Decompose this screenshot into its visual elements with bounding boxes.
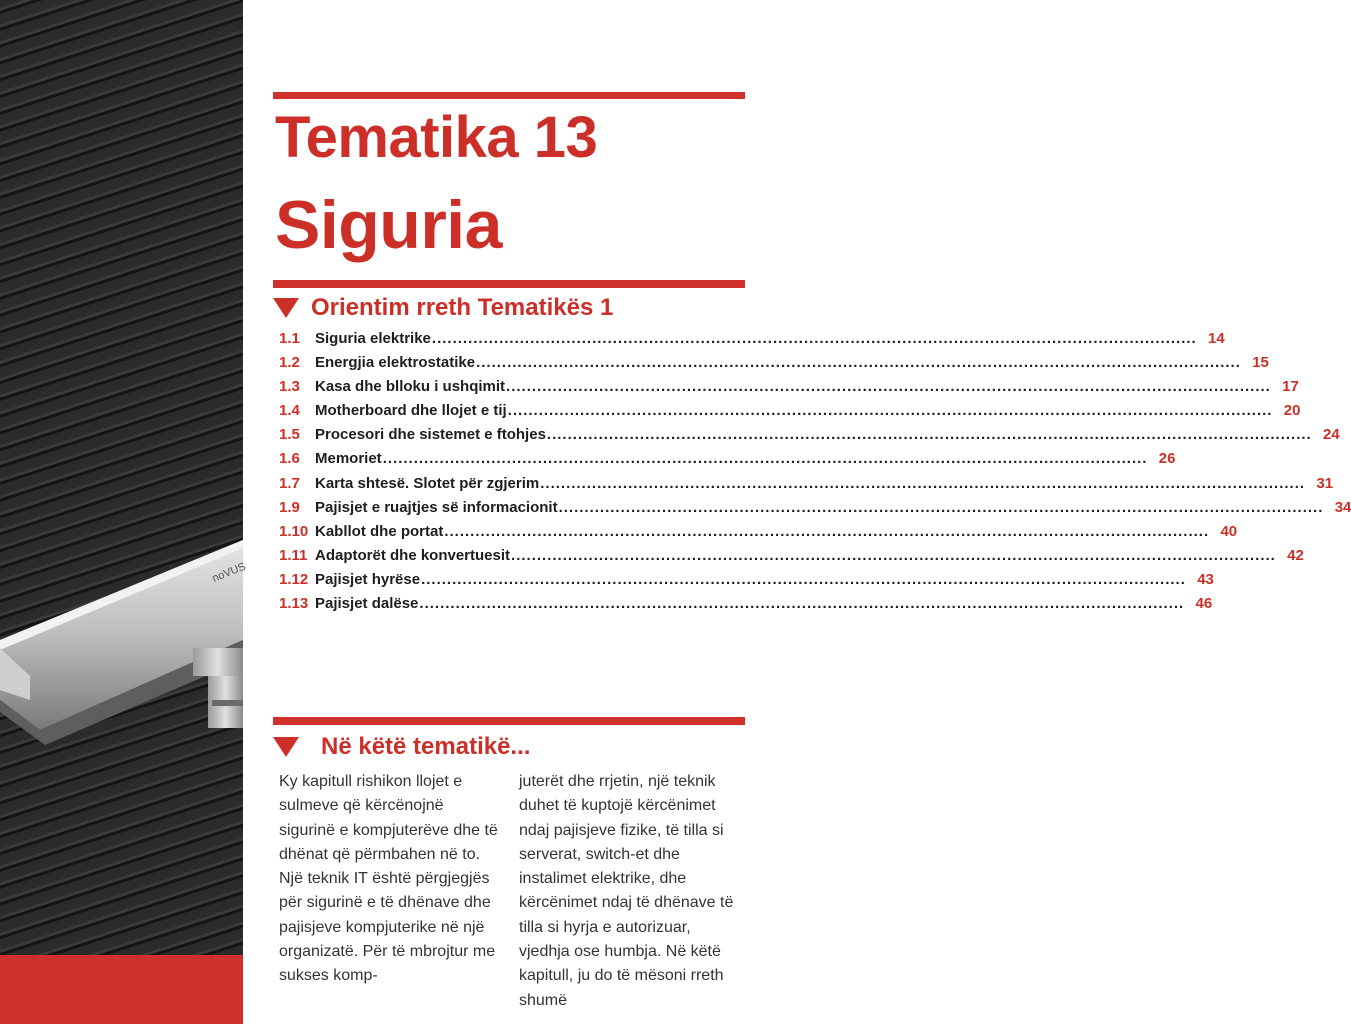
toc-item-page: 43 bbox=[1197, 570, 1214, 588]
toc-item-title: Pajisjet e ruajtjes së informacionit bbox=[315, 498, 558, 516]
toc-leader-dots bbox=[508, 402, 1273, 419]
chapter-label: Tematika 13 bbox=[275, 105, 598, 170]
toc-leader-dots bbox=[506, 378, 1271, 395]
cover-photo-security-camera bbox=[0, 0, 248, 955]
toc-item-number: 1.10 bbox=[279, 522, 309, 540]
intro-column-2 bbox=[519, 770, 743, 1013]
toc-item[interactable] bbox=[279, 570, 1214, 595]
chapter-title: Siguria bbox=[275, 187, 502, 263]
intro-heading bbox=[273, 731, 530, 763]
intro-paragraph-1: Ky kapitull rishikon llojet e sulmeve që kërcënojnë sigurinë e kompjuterëve dhe të dhënat që përmbahen në to. Një teknik IT është përgjegjës për sigurinë e të dhënave dhe pajisjeve kompjuterike në një organizatë. Për të mbrojtur me sukses komp- bbox=[279, 773, 498, 985]
toc-item-title: Procesori dhe sistemet e ftohjes bbox=[315, 426, 546, 444]
toc-item-page: 20 bbox=[1283, 402, 1301, 420]
toc-leader-dots bbox=[559, 499, 1324, 516]
toc-item-number: 1.9 bbox=[279, 498, 300, 516]
toc-item-page: 40 bbox=[1220, 522, 1238, 540]
toc-leader-dots bbox=[432, 330, 1197, 347]
toc-item-number: 1.12 bbox=[279, 570, 309, 588]
toc-item[interactable] bbox=[279, 595, 1213, 619]
toc-item-number: 1.13 bbox=[279, 595, 309, 613]
toc-item[interactable] bbox=[279, 474, 1334, 499]
toc-item-title: Kabllot dhe portat bbox=[315, 522, 444, 540]
toc-item-page: 26 bbox=[1158, 450, 1176, 468]
toc-leader-dots bbox=[421, 571, 1186, 588]
toc-item-title: Motherboard dhe llojet e tij bbox=[315, 402, 507, 420]
intro-column-1 bbox=[279, 770, 503, 989]
toc-item-number: 1.3 bbox=[279, 378, 300, 396]
toc-item-page: 14 bbox=[1208, 330, 1225, 347]
toc-item-title: Memoriet bbox=[315, 450, 382, 468]
triangle-down-icon bbox=[273, 737, 299, 757]
toc-item[interactable] bbox=[279, 450, 1176, 474]
toc-item[interactable] bbox=[279, 498, 1351, 523]
toc-item-title: Energjia elektrostatike bbox=[315, 354, 476, 372]
toc-item-page: 31 bbox=[1316, 474, 1334, 492]
intro-paragraph-2: juterët dhe rrjetin, një teknik duhet të kuptojë kërcënimet ndaj pajisjeve fizike, të tilla si serverat, switch-et dhe instalimet elektrike, dhe kërcënimet ndaj të dhënave të tilla si hyrja e autorizuar, vjedhja ose humbja. Në këtë kapitull, ju do të mësoni rreth shumë bbox=[519, 773, 734, 1009]
toc-item-title: Siguria elektrike bbox=[315, 330, 431, 347]
toc-item-title: Kasa dhe blloku i ushqimit bbox=[315, 378, 506, 396]
toc-leader-dots bbox=[547, 426, 1312, 443]
toc-heading-text: Orientim rreth Tematikës 1 bbox=[311, 294, 614, 321]
toc-item[interactable] bbox=[279, 402, 1301, 426]
toc-item-page: 34 bbox=[1334, 498, 1351, 516]
toc-item-title: Pajisjet dalëse bbox=[315, 595, 419, 613]
toc-item-number: 1.4 bbox=[279, 402, 300, 420]
toc-leader-dots bbox=[383, 450, 1148, 467]
toc-item[interactable] bbox=[279, 378, 1299, 402]
toc-item-page: 17 bbox=[1282, 378, 1299, 396]
toc-heading bbox=[273, 293, 613, 323]
toc-item-page: 46 bbox=[1195, 595, 1213, 613]
toc-item-page: 42 bbox=[1287, 546, 1304, 564]
triangle-down-icon bbox=[273, 298, 299, 318]
toc-item-number: 1.11 bbox=[279, 546, 308, 564]
security-camera-illustration bbox=[0, 0, 248, 955]
toc-leader-dots bbox=[540, 475, 1305, 492]
toc-item[interactable] bbox=[279, 426, 1340, 450]
top-rule bbox=[273, 92, 745, 99]
toc-item-title: Karta shtesë. Slotet për zgjerim bbox=[315, 474, 540, 492]
toc-item[interactable] bbox=[279, 354, 1269, 378]
toc-item[interactable] bbox=[279, 522, 1238, 547]
toc-item-number: 1.2 bbox=[279, 354, 300, 372]
toc-item-page: 24 bbox=[1323, 426, 1340, 444]
table-of-contents bbox=[279, 330, 1351, 619]
toc-leader-dots bbox=[511, 547, 1276, 564]
toc-leader-dots bbox=[444, 523, 1209, 540]
toc-item-number: 1.1 bbox=[279, 330, 300, 347]
camera-brand-text: noVUS bbox=[210, 560, 248, 585]
toc-item[interactable] bbox=[279, 330, 1225, 354]
toc-item-page: 15 bbox=[1252, 354, 1269, 372]
intro-heading-text: Në këtë tematikë... bbox=[321, 733, 531, 760]
toc-item-title: Adaptorët dhe konvertuesit bbox=[315, 546, 511, 564]
toc-item[interactable] bbox=[279, 546, 1304, 571]
toc-leader-dots bbox=[476, 354, 1241, 371]
title-bottom-rule bbox=[273, 280, 745, 288]
toc-item-number: 1.6 bbox=[279, 450, 300, 468]
red-accent-block bbox=[0, 955, 243, 1024]
toc-item-number: 1.7 bbox=[279, 474, 300, 492]
intro-rule bbox=[273, 717, 745, 725]
toc-leader-dots bbox=[419, 595, 1184, 612]
toc-item-title: Pajisjet hyrëse bbox=[315, 570, 421, 588]
toc-item-number: 1.5 bbox=[279, 426, 300, 444]
